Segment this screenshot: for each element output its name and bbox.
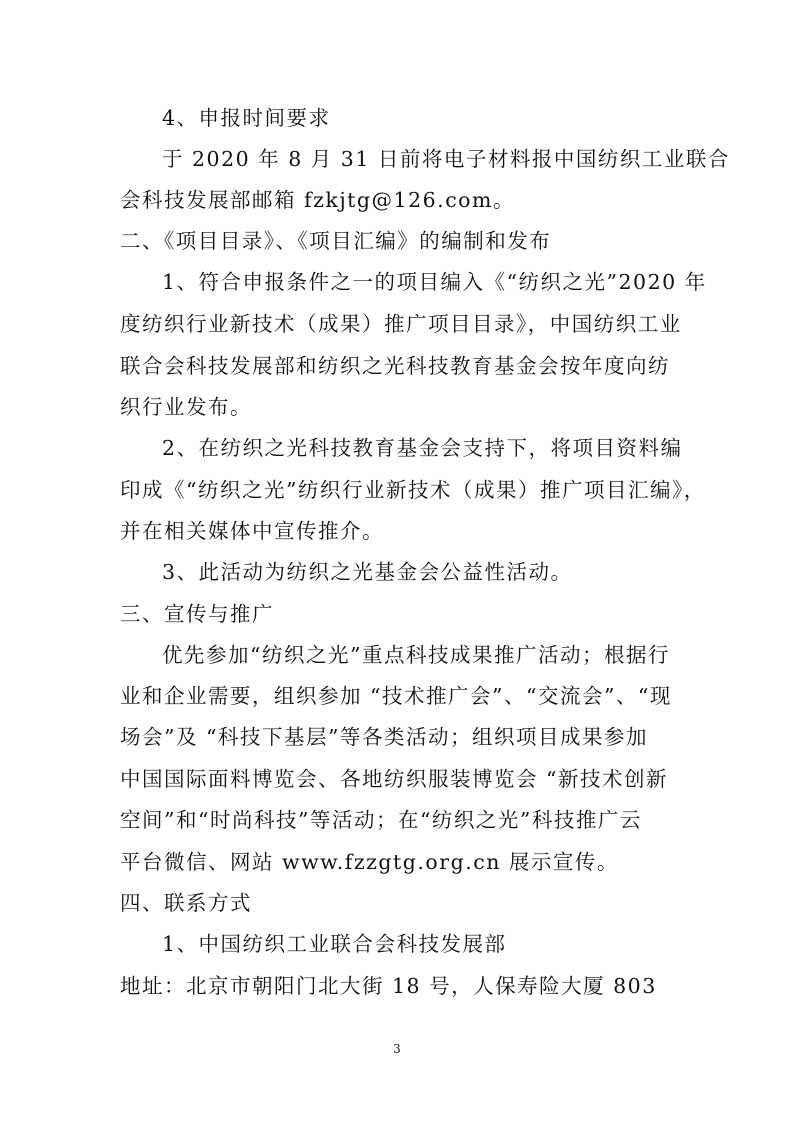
page-number: 3	[393, 1042, 401, 1056]
line-16: 场会”及 “科技下基层”等各类活动；组织项目成果参加	[120, 725, 648, 749]
line-11: 并在相关媒体中宣传推介。	[120, 519, 384, 543]
line-22: 地址：北京市朝阳门北大街 18 号，人保寿险大厦 803	[120, 974, 657, 998]
line-3: 会科技发展部邮箱 fzkjtg@126.com。	[120, 188, 515, 212]
line-12: 3、此活动为纺织之光基金会公益性活动。	[162, 560, 573, 584]
line-1: 4、申报时间要求	[162, 106, 331, 130]
line-4: 二、《项目目录》、《项目汇编》的编制和发布	[120, 229, 552, 253]
line-2: 于 2020 年 8 月 31 日前将电子材料报中国纺织工业联合	[162, 147, 730, 171]
line-20: 四、联系方式	[120, 891, 252, 915]
line-17: 中国国际面料博览会、各地纺织服装博览会 “新技术创新	[120, 767, 668, 791]
line-8: 织行业发布。	[120, 395, 252, 419]
line-18: 空间”和“时尚科技”等活动；在“纺织之光”科技推广云	[120, 808, 642, 832]
line-15: 业和企业需要，组织参加 “技术推广会”、“交流会”、“现	[120, 684, 672, 708]
line-10: 印成《“纺织之光”纺织行业新技术（成果）推广项目汇编》，	[120, 478, 706, 502]
line-5: 1、符合申报条件之一的项目编入《“纺织之光”2020 年	[162, 270, 707, 294]
line-7: 联合会科技发展部和纺织之光科技教育基金会按年度向纺	[120, 354, 670, 378]
line-21: 1、中国纺织工业联合会科技发展部	[162, 932, 507, 956]
line-9: 2、在纺织之光科技教育基金会支持下，将项目资料编	[162, 436, 683, 460]
line-6: 度纺织行业新技术（成果）推广项目目录》，中国纺织工业	[120, 312, 682, 336]
line-14: 优先参加“纺织之光”重点科技成果推广活动；根据行	[162, 643, 670, 667]
line-13: 三、宣传与推广	[120, 602, 274, 626]
line-19: 平台微信、网站 www.fzzgtg.org.cn 展示宣传。	[120, 850, 619, 874]
